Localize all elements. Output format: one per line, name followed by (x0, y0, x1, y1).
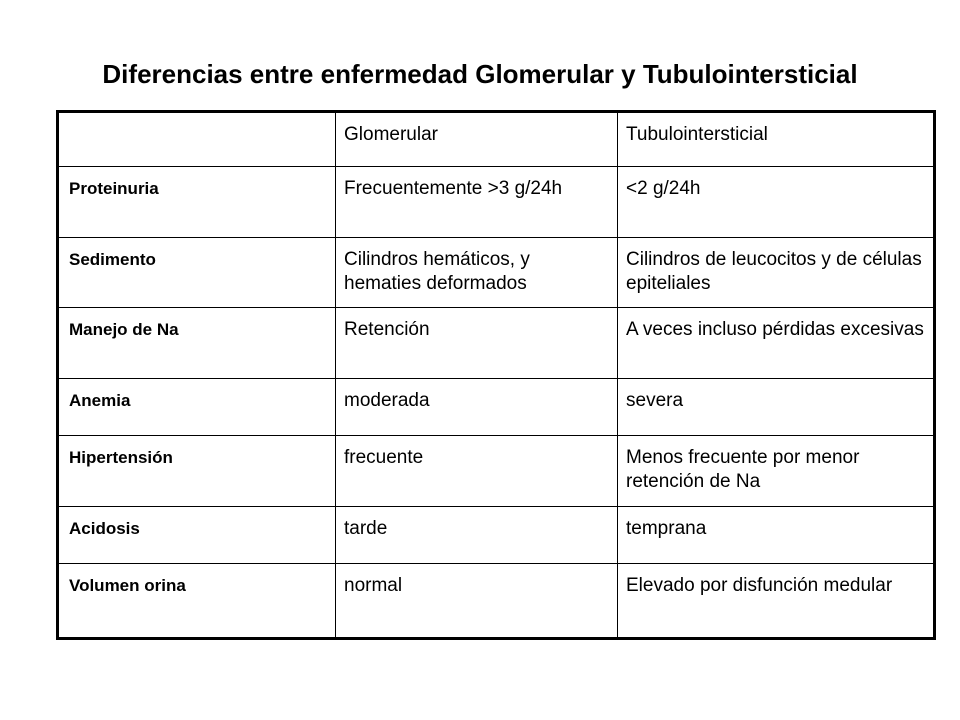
row-label-volumen-orina: Volumen orina (58, 563, 336, 638)
table-row (58, 237, 935, 308)
row-label-sedimento: Sedimento (58, 237, 336, 308)
cell-glomerular: normal (336, 563, 618, 638)
cell-tubulointersticial: temprana (618, 506, 935, 563)
cell-tubulointersticial: A veces incluso pérdidas excesivas (618, 308, 935, 379)
table-row (58, 308, 935, 379)
row-label-anemia: Anemia (58, 378, 336, 435)
row-label-manejo-na: Manejo de Na (58, 308, 336, 379)
table-row (58, 506, 935, 563)
cell-tubulointersticial: Cilindros de leucocitos y de células epiteliales (618, 237, 935, 308)
header-cell-tubulointersticial: Tubulointersticial (618, 112, 935, 167)
cell-tubulointersticial: Menos frecuente por menor retención de Na (618, 436, 935, 507)
cell-glomerular: moderada (336, 378, 618, 435)
comparison-table (56, 110, 936, 640)
cell-glomerular: Retención (336, 308, 618, 379)
table-row (58, 378, 935, 435)
cell-glomerular: tarde (336, 506, 618, 563)
header-cell-empty (58, 112, 336, 167)
cell-glomerular: frecuente (336, 436, 618, 507)
cell-tubulointersticial: Elevado por disfunción medular (618, 563, 935, 638)
cell-glomerular: Cilindros hemáticos, y hematies deformados (336, 237, 618, 308)
row-label-proteinuria: Proteinuria (58, 167, 336, 238)
page-title: Diferencias entre enfermedad Glomerular y Tubulointersticial (102, 59, 858, 89)
row-label-hipertension: Hipertensión (58, 436, 336, 507)
table-row (58, 563, 935, 638)
cell-tubulointersticial: <2 g/24h (618, 167, 935, 238)
table-row (58, 436, 935, 507)
header-cell-glomerular: Glomerular (336, 112, 618, 167)
table-header-row (58, 112, 935, 167)
row-label-acidosis: Acidosis (58, 506, 336, 563)
cell-tubulointersticial: severa (618, 378, 935, 435)
table-row (58, 167, 935, 238)
cell-glomerular: Frecuentemente >3 g/24h (336, 167, 618, 238)
